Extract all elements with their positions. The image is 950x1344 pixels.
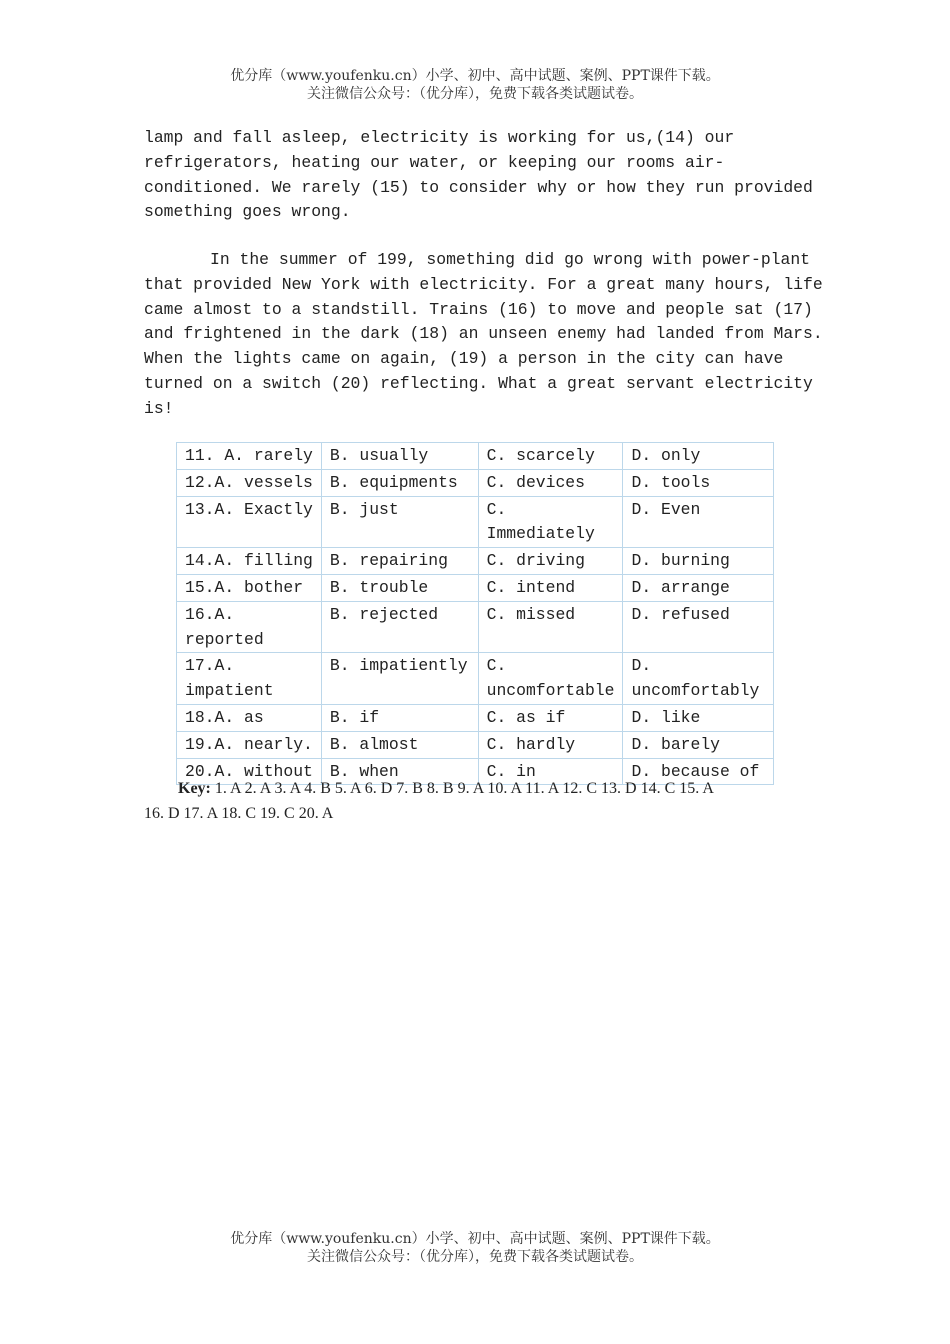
- option-text: C. hardly: [486, 734, 576, 754]
- passage-line: turned on a switch (20) reflecting. What a great servant electricity: [144, 373, 813, 393]
- option-cell-b: [321, 731, 478, 758]
- passage-line: When the lights came on again, (19) a person in the city can have: [144, 349, 784, 369]
- option-text: B. if: [329, 707, 380, 727]
- page-footer: [0, 1230, 950, 1266]
- option-cell-d: [623, 601, 774, 653]
- option-cell-c: [478, 496, 623, 548]
- option-text: B. usually: [329, 446, 429, 465]
- option-row: [177, 496, 774, 548]
- option-row: [177, 548, 774, 575]
- option-text: 13.A. Exactly: [185, 499, 313, 519]
- option-text: 12.A. vessels: [185, 472, 313, 492]
- option-cell-a: [177, 653, 322, 705]
- option-cell-b: [321, 704, 478, 731]
- option-text: B. when: [329, 761, 399, 781]
- passage-line: is!: [144, 398, 174, 418]
- option-text: C.: [486, 656, 507, 676]
- option-cell-d: [623, 469, 774, 496]
- option-cell-d: [623, 704, 774, 731]
- option-text: 14.A. filling: [185, 551, 313, 571]
- option-text: reported: [185, 629, 264, 649]
- options-table: [176, 442, 774, 785]
- option-text: D. barely: [631, 734, 721, 754]
- passage-paragraph-1: [144, 126, 813, 225]
- passage-line: lamp and fall asleep, electricity is working for us,(14) our: [144, 128, 735, 147]
- option-cell-c: [478, 574, 623, 601]
- header-line-2: 关注微信公众号：（优分库），免费下载各类试题试卷。: [307, 86, 643, 102]
- option-cell-c: [478, 704, 623, 731]
- answer-key-values-1: 1. A 2. A 3. A 4. B 5. A 6. D 7. B 8. B 9. A 10. A 11. A 12. C 13. D 14. C 15. A: [210, 780, 714, 797]
- option-cell-b: [321, 601, 478, 653]
- answer-key-line-2: 16. D 17. A 18. C 19. C 20. A: [144, 805, 334, 822]
- option-text: 11. A. rarely: [185, 446, 313, 465]
- option-text: 18.A. as: [185, 707, 264, 727]
- option-cell-d: [623, 548, 774, 575]
- passage-line: came almost to a standstill. Trains (16) to move and people sat (17): [144, 299, 813, 319]
- option-row: [177, 731, 774, 758]
- option-text: C. missed: [486, 604, 576, 624]
- option-cell-c: [478, 443, 623, 470]
- option-cell-a: [177, 574, 322, 601]
- option-text: C. as if: [486, 707, 566, 727]
- option-text: B. trouble: [329, 577, 429, 597]
- option-cell-a: [177, 601, 322, 653]
- option-row: [177, 574, 774, 601]
- option-cell-d: [623, 731, 774, 758]
- option-text: D. arrange: [631, 577, 730, 597]
- option-cell-b: [321, 469, 478, 496]
- option-text: impatient: [185, 681, 274, 701]
- option-cell-a: [177, 496, 322, 548]
- option-cell-d: [623, 574, 774, 601]
- option-row: [177, 601, 774, 653]
- option-text: D. burning: [631, 551, 730, 571]
- option-cell-d: [623, 443, 774, 470]
- passage-line: something goes wrong.: [144, 202, 351, 222]
- option-text: 15.A. bother: [185, 577, 304, 597]
- option-text: uncomfortable: [486, 681, 615, 701]
- option-row: [177, 653, 774, 705]
- option-cell-b: [321, 548, 478, 575]
- passage-line: that provided New York with electricity. For a great many hours, life: [144, 274, 823, 294]
- option-text: C.: [486, 499, 507, 519]
- option-text: B. almost: [329, 734, 419, 754]
- option-text: D. refused: [631, 604, 730, 624]
- option-text: D. like: [631, 707, 701, 727]
- option-cell-c: [478, 653, 623, 705]
- option-text: uncomfortably: [631, 681, 760, 701]
- option-row: [177, 704, 774, 731]
- header-line-1: 优分库（www.youfenku.cn）小学、初中、高中试题、案例、PPT课件下载。: [230, 68, 720, 84]
- option-cell-b: [321, 496, 478, 548]
- option-text: D. only: [631, 446, 701, 465]
- option-row: [177, 443, 774, 470]
- option-text: D. tools: [631, 472, 711, 492]
- option-cell-c: [478, 601, 623, 653]
- option-cell-d: [623, 496, 774, 548]
- option-text: D. because of: [631, 761, 760, 781]
- answer-key-line-1: [144, 776, 808, 801]
- passage-line: refrigerators, heating our water, or keeping our rooms air-: [144, 152, 725, 172]
- passage-line: In the summer of 199, something did go wrong with power-plant: [210, 250, 810, 269]
- option-cell-a: [177, 731, 322, 758]
- footer-line-1: 优分库（www.youfenku.cn）小学、初中、高中试题、案例、PPT课件下载。: [230, 1231, 720, 1247]
- option-cell-a: [177, 443, 322, 470]
- option-text: 19.A. nearly.: [185, 734, 313, 754]
- option-cell-b: [321, 443, 478, 470]
- option-cell-c: [478, 731, 623, 758]
- option-text: C. in: [486, 761, 536, 781]
- option-text: D.: [631, 656, 652, 676]
- footer-line-2: 关注微信公众号：（优分库），免费下载各类试题试卷。: [307, 1249, 643, 1265]
- answer-key: [144, 776, 808, 826]
- option-cell-a: [177, 548, 322, 575]
- option-text: B. equipments: [329, 472, 458, 492]
- option-text: B. impatiently: [329, 656, 468, 676]
- option-text: B. rejected: [329, 604, 439, 624]
- options-table-body: [177, 443, 774, 785]
- option-cell-c: [478, 469, 623, 496]
- option-text: C. devices: [486, 472, 585, 492]
- option-cell-a: [177, 704, 322, 731]
- option-text: C. scarcely: [486, 446, 595, 465]
- option-text: B. just: [329, 499, 399, 519]
- page-header: [0, 67, 950, 103]
- answer-key-label: Key:: [178, 780, 211, 797]
- option-text: B. repairing: [329, 551, 448, 571]
- option-cell-b: [321, 653, 478, 705]
- option-text: 17.A.: [185, 656, 235, 676]
- option-text: 20.A. without: [185, 761, 313, 781]
- option-cell-b: [321, 574, 478, 601]
- passage-line: and frightened in the dark (18) an unseen enemy had landed from Mars.: [144, 324, 823, 344]
- option-text: C. intend: [486, 577, 576, 597]
- option-text: C. driving: [486, 551, 585, 571]
- option-cell-c: [478, 548, 623, 575]
- option-row: [177, 469, 774, 496]
- option-text: 16.A.: [185, 604, 235, 624]
- option-text: D. Even: [631, 499, 701, 519]
- option-cell-a: [177, 469, 322, 496]
- passage-paragraph-2: [144, 248, 823, 422]
- option-cell-d: [623, 653, 774, 705]
- option-text: Immediately: [486, 524, 595, 544]
- passage-line: conditioned. We rarely (15) to consider why or how they run provided: [144, 177, 813, 197]
